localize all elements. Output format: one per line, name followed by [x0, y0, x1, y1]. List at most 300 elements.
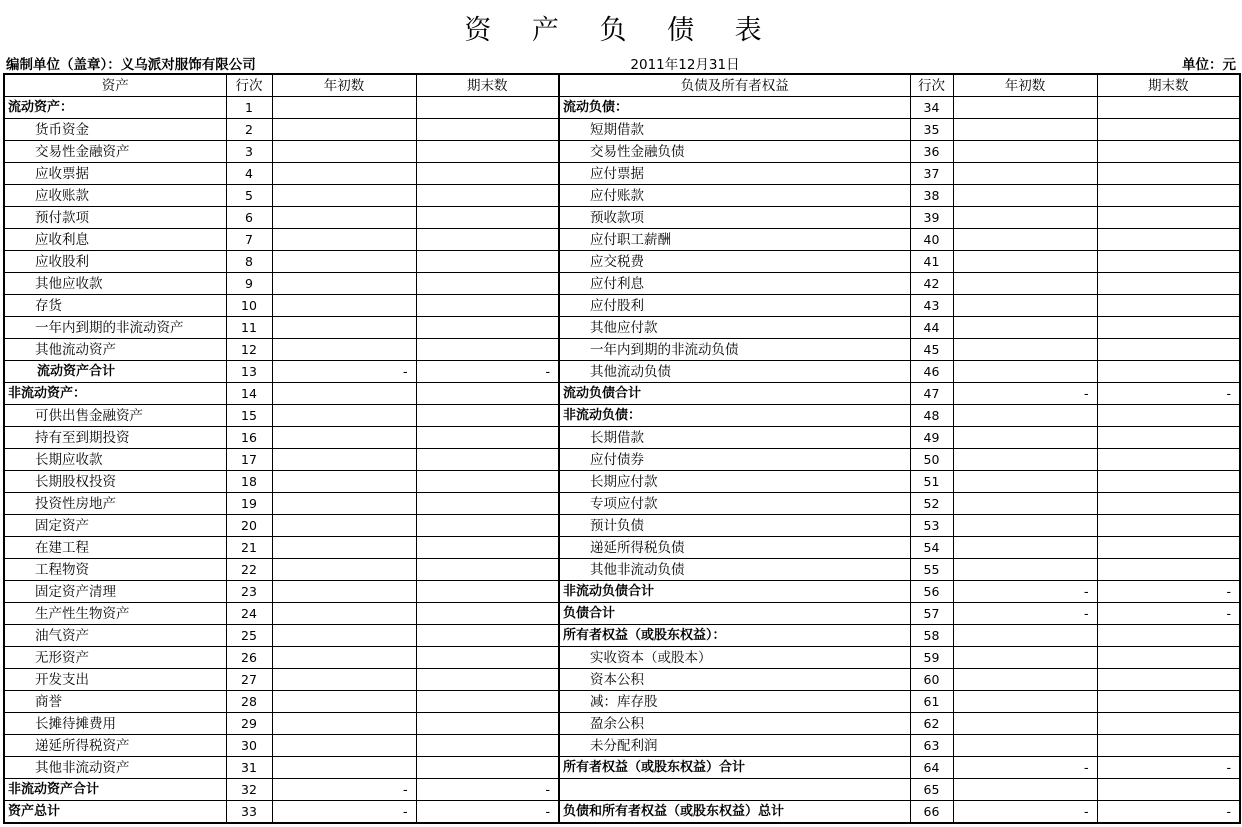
cell-r-name: 应付利息 [559, 273, 910, 295]
cell-l-begin [272, 141, 416, 163]
cell-l-begin: - [272, 779, 416, 801]
cell-r-begin [953, 515, 1097, 537]
col-header-liability: 负债及所有者权益 [559, 74, 910, 97]
cell-l-end: - [416, 801, 559, 824]
cell-r-end [1097, 251, 1240, 273]
cell-r-end [1097, 185, 1240, 207]
cell-l-name: 固定资产 [4, 515, 226, 537]
cell-r-name: 一年内到期的非流动负债 [559, 339, 910, 361]
header-row [4, 74, 1240, 97]
cell-l-name: 资产总计 [4, 801, 226, 824]
cell-r-name: 其他非流动负债 [559, 559, 910, 581]
cell-r-line: 66 [910, 801, 953, 824]
cell-l-begin [272, 163, 416, 185]
cell-l-begin [272, 757, 416, 779]
cell-l-name: 应收票据 [4, 163, 226, 185]
cell-l-begin [272, 581, 416, 603]
cell-r-end [1097, 141, 1240, 163]
table-row [4, 559, 1240, 581]
cell-r-line: 56 [910, 581, 953, 603]
cell-r-line: 65 [910, 779, 953, 801]
cell-l-line: 33 [226, 801, 272, 824]
cell-l-line: 18 [226, 471, 272, 493]
cell-l-end [416, 405, 559, 427]
cell-l-line: 26 [226, 647, 272, 669]
table-row [4, 669, 1240, 691]
cell-l-begin [272, 559, 416, 581]
cell-r-end [1097, 339, 1240, 361]
cell-r-line: 36 [910, 141, 953, 163]
cell-l-begin: - [272, 801, 416, 824]
cell-l-end [416, 625, 559, 647]
cell-r-begin [953, 185, 1097, 207]
cell-l-begin [272, 427, 416, 449]
table-row [4, 691, 1240, 713]
cell-l-name: 长期股权投资 [4, 471, 226, 493]
cell-l-line: 28 [226, 691, 272, 713]
cell-l-name: 交易性金融资产 [4, 141, 226, 163]
cell-r-name: 负债合计 [559, 603, 910, 625]
cell-l-begin [272, 735, 416, 757]
cell-l-name: 持有至到期投资 [4, 427, 226, 449]
table-row [4, 493, 1240, 515]
cell-l-line: 29 [226, 713, 272, 735]
cell-r-begin [953, 339, 1097, 361]
cell-l-name: 货币资金 [4, 119, 226, 141]
table-row [4, 647, 1240, 669]
cell-r-end [1097, 471, 1240, 493]
cell-r-end [1097, 405, 1240, 427]
cell-r-end [1097, 207, 1240, 229]
cell-r-end: - [1097, 757, 1240, 779]
cell-l-begin [272, 185, 416, 207]
cell-l-name: 长期应收款 [4, 449, 226, 471]
cell-l-end [416, 273, 559, 295]
cell-l-line: 22 [226, 559, 272, 581]
cell-l-line: 10 [226, 295, 272, 317]
table-row [4, 801, 1240, 824]
cell-r-end [1097, 713, 1240, 735]
cell-r-line: 50 [910, 449, 953, 471]
col-header-end2: 期末数 [1097, 74, 1240, 97]
cell-l-line: 27 [226, 669, 272, 691]
cell-r-begin: - [953, 383, 1097, 405]
cell-l-end [416, 427, 559, 449]
cell-l-name: 递延所得税资产 [4, 735, 226, 757]
cell-l-end [416, 141, 559, 163]
cell-r-begin [953, 471, 1097, 493]
cell-r-begin [953, 119, 1097, 141]
table-row [4, 273, 1240, 295]
cell-l-name: 固定资产清理 [4, 581, 226, 603]
table-row [4, 251, 1240, 273]
cell-r-line: 45 [910, 339, 953, 361]
cell-l-name: 应收利息 [4, 229, 226, 251]
cell-l-begin [272, 691, 416, 713]
cell-r-line: 37 [910, 163, 953, 185]
cell-l-line: 24 [226, 603, 272, 625]
cell-l-begin [272, 449, 416, 471]
cell-l-end [416, 295, 559, 317]
cell-r-name: 长期借款 [559, 427, 910, 449]
table-row [4, 163, 1240, 185]
cell-r-name: 应付票据 [559, 163, 910, 185]
cell-l-end [416, 119, 559, 141]
cell-l-end [416, 713, 559, 735]
cell-r-begin [953, 97, 1097, 119]
cell-r-begin [953, 625, 1097, 647]
cell-r-line: 43 [910, 295, 953, 317]
cell-l-end [416, 493, 559, 515]
table-row [4, 537, 1240, 559]
cell-r-end [1097, 97, 1240, 119]
cell-l-name: 其他流动资产 [4, 339, 226, 361]
table-row [4, 295, 1240, 317]
cell-l-line: 5 [226, 185, 272, 207]
table-row [4, 449, 1240, 471]
cell-r-name: 递延所得税负债 [559, 537, 910, 559]
cell-l-line: 9 [226, 273, 272, 295]
cell-l-begin [272, 405, 416, 427]
cell-r-name: 盈余公积 [559, 713, 910, 735]
cell-r-name: 应付职工薪酬 [559, 229, 910, 251]
cell-r-name: 预计负债 [559, 515, 910, 537]
cell-r-line: 55 [910, 559, 953, 581]
cell-r-begin [953, 405, 1097, 427]
currency-label: 单位：元 [1182, 57, 1236, 73]
cell-r-name: 其他流动负债 [559, 361, 910, 383]
cell-r-name: 所有者权益（或股东权益）合计 [559, 757, 910, 779]
cell-r-begin [953, 273, 1097, 295]
cell-l-line: 21 [226, 537, 272, 559]
table-row [4, 603, 1240, 625]
cell-r-end [1097, 361, 1240, 383]
cell-l-name: 可供出售金融资产 [4, 405, 226, 427]
unit-label: 编制单位（盖章）：义乌派对服饰有限公司 [6, 57, 256, 73]
cell-l-name: 无形资产 [4, 647, 226, 669]
cell-l-end: - [416, 779, 559, 801]
cell-r-line: 63 [910, 735, 953, 757]
cell-r-name: 短期借款 [559, 119, 910, 141]
cell-r-name: 减：库存股 [559, 691, 910, 713]
cell-l-name: 其他非流动资产 [4, 757, 226, 779]
cell-l-line: 12 [226, 339, 272, 361]
cell-l-line: 1 [226, 97, 272, 119]
cell-r-begin [953, 779, 1097, 801]
cell-r-name: 应交税费 [559, 251, 910, 273]
cell-l-end [416, 339, 559, 361]
cell-l-begin [272, 251, 416, 273]
cell-r-line: 61 [910, 691, 953, 713]
table-row [4, 185, 1240, 207]
cell-r-begin [953, 163, 1097, 185]
cell-l-name: 在建工程 [4, 537, 226, 559]
cell-r-begin [953, 735, 1097, 757]
cell-r-line: 48 [910, 405, 953, 427]
cell-r-name: 资本公积 [559, 669, 910, 691]
cell-l-end [416, 449, 559, 471]
table-row [4, 757, 1240, 779]
cell-r-line: 46 [910, 361, 953, 383]
cell-l-line: 11 [226, 317, 272, 339]
cell-r-end [1097, 515, 1240, 537]
cell-r-line: 53 [910, 515, 953, 537]
cell-l-name: 应收账款 [4, 185, 226, 207]
cell-r-line: 54 [910, 537, 953, 559]
cell-l-begin [272, 207, 416, 229]
col-header-begin2: 年初数 [953, 74, 1097, 97]
cell-l-begin [272, 603, 416, 625]
cell-r-line: 59 [910, 647, 953, 669]
cell-l-name: 其他应收款 [4, 273, 226, 295]
cell-r-begin [953, 537, 1097, 559]
balance-sheet-table [3, 73, 1241, 824]
cell-r-end [1097, 691, 1240, 713]
cell-r-begin [953, 361, 1097, 383]
table-row [4, 405, 1240, 427]
table-row [4, 119, 1240, 141]
cell-r-line: 60 [910, 669, 953, 691]
cell-l-begin [272, 273, 416, 295]
cell-l-line: 19 [226, 493, 272, 515]
cell-r-line: 34 [910, 97, 953, 119]
col-header-end: 期末数 [416, 74, 559, 97]
cell-r-name: 负债和所有者权益（或股东权益）总计 [559, 801, 910, 824]
col-header-line2: 行次 [910, 74, 953, 97]
cell-r-name: 其他应付款 [559, 317, 910, 339]
cell-l-line: 2 [226, 119, 272, 141]
cell-l-name: 预付款项 [4, 207, 226, 229]
cell-r-line: 57 [910, 603, 953, 625]
cell-l-line: 7 [226, 229, 272, 251]
cell-l-end [416, 669, 559, 691]
cell-r-begin [953, 559, 1097, 581]
cell-l-begin [272, 625, 416, 647]
cell-l-line: 3 [226, 141, 272, 163]
cell-r-name: 非流动负债： [559, 405, 910, 427]
cell-r-end [1097, 163, 1240, 185]
cell-r-end [1097, 229, 1240, 251]
cell-l-begin: - [272, 361, 416, 383]
cell-l-end [416, 757, 559, 779]
cell-r-begin [953, 427, 1097, 449]
table-row [4, 735, 1240, 757]
cell-r-name: 长期应付款 [559, 471, 910, 493]
page-title: 资 产 负 债 表 [464, 15, 778, 46]
table-row [4, 625, 1240, 647]
table-row [4, 581, 1240, 603]
cell-r-begin [953, 141, 1097, 163]
cell-l-end [416, 317, 559, 339]
cell-l-end [416, 383, 559, 405]
cell-r-end [1097, 295, 1240, 317]
cell-l-end [416, 97, 559, 119]
cell-l-end [416, 537, 559, 559]
cell-l-line: 13 [226, 361, 272, 383]
cell-l-line: 6 [226, 207, 272, 229]
cell-r-line: 35 [910, 119, 953, 141]
cell-r-end [1097, 427, 1240, 449]
cell-r-line: 41 [910, 251, 953, 273]
cell-l-end [416, 207, 559, 229]
cell-r-begin [953, 317, 1097, 339]
cell-l-begin [272, 339, 416, 361]
cell-l-line: 32 [226, 779, 272, 801]
cell-r-end: - [1097, 383, 1240, 405]
table-row [4, 339, 1240, 361]
cell-l-end [416, 603, 559, 625]
cell-r-end [1097, 273, 1240, 295]
table-row [4, 141, 1240, 163]
cell-l-name: 开发支出 [4, 669, 226, 691]
report-date: 2011年12月31日 [630, 57, 740, 73]
cell-r-line: 47 [910, 383, 953, 405]
cell-r-name: 应付债券 [559, 449, 910, 471]
cell-r-name: 未分配利润 [559, 735, 910, 757]
table-body [4, 97, 1240, 824]
cell-r-begin [953, 207, 1097, 229]
cell-r-name: 专项应付款 [559, 493, 910, 515]
cell-r-end: - [1097, 581, 1240, 603]
cell-l-line: 25 [226, 625, 272, 647]
cell-l-begin [272, 119, 416, 141]
table-row [4, 229, 1240, 251]
cell-l-end [416, 581, 559, 603]
cell-l-end [416, 251, 559, 273]
cell-r-line: 42 [910, 273, 953, 295]
cell-r-line: 58 [910, 625, 953, 647]
cell-l-line: 8 [226, 251, 272, 273]
cell-r-line: 52 [910, 493, 953, 515]
col-header-begin: 年初数 [272, 74, 416, 97]
cell-l-end [416, 691, 559, 713]
cell-l-begin [272, 229, 416, 251]
cell-r-end: - [1097, 801, 1240, 824]
cell-r-line: 38 [910, 185, 953, 207]
cell-l-begin [272, 471, 416, 493]
cell-r-line: 40 [910, 229, 953, 251]
cell-l-line: 20 [226, 515, 272, 537]
cell-l-begin [272, 713, 416, 735]
cell-l-end [416, 471, 559, 493]
cell-r-begin [953, 713, 1097, 735]
cell-r-end: - [1097, 603, 1240, 625]
cell-r-name: 应付账款 [559, 185, 910, 207]
cell-r-begin [953, 229, 1097, 251]
cell-r-end [1097, 779, 1240, 801]
table-row [4, 383, 1240, 405]
cell-r-begin [953, 449, 1097, 471]
cell-l-line: 31 [226, 757, 272, 779]
cell-r-line: 62 [910, 713, 953, 735]
cell-r-end [1097, 317, 1240, 339]
cell-l-begin [272, 647, 416, 669]
cell-l-name: 油气资产 [4, 625, 226, 647]
table-row [4, 471, 1240, 493]
cell-l-line: 16 [226, 427, 272, 449]
cell-r-end [1097, 493, 1240, 515]
cell-r-line: 51 [910, 471, 953, 493]
cell-l-name: 存货 [4, 295, 226, 317]
cell-r-begin: - [953, 757, 1097, 779]
cell-l-begin [272, 97, 416, 119]
cell-l-name: 流动资产合计 [4, 361, 226, 383]
cell-r-begin: - [953, 603, 1097, 625]
cell-l-begin [272, 317, 416, 339]
cell-l-name: 长摊待摊费用 [4, 713, 226, 735]
cell-l-begin [272, 493, 416, 515]
cell-l-name: 投资性房地产 [4, 493, 226, 515]
cell-l-name: 商誉 [4, 691, 226, 713]
cell-l-begin [272, 537, 416, 559]
cell-r-begin [953, 691, 1097, 713]
cell-r-end [1097, 537, 1240, 559]
cell-l-end [416, 185, 559, 207]
cell-l-end [416, 647, 559, 669]
cell-l-begin [272, 295, 416, 317]
cell-l-end [416, 515, 559, 537]
cell-r-name: 预收款项 [559, 207, 910, 229]
cell-r-end [1097, 669, 1240, 691]
cell-l-line: 4 [226, 163, 272, 185]
cell-l-line: 17 [226, 449, 272, 471]
cell-r-end [1097, 625, 1240, 647]
table-row [4, 427, 1240, 449]
table-row [4, 97, 1240, 119]
cell-l-name: 流动资产： [4, 97, 226, 119]
cell-r-line: 39 [910, 207, 953, 229]
cell-l-name: 工程物资 [4, 559, 226, 581]
cell-l-end [416, 559, 559, 581]
cell-l-end [416, 229, 559, 251]
cell-r-line: 49 [910, 427, 953, 449]
table-row [4, 317, 1240, 339]
col-header-line: 行次 [226, 74, 272, 97]
cell-r-end [1097, 119, 1240, 141]
cell-l-line: 30 [226, 735, 272, 757]
table-row [4, 515, 1240, 537]
cell-r-name: 交易性金融负债 [559, 141, 910, 163]
cell-r-begin [953, 295, 1097, 317]
cell-l-line: 23 [226, 581, 272, 603]
table-row [4, 361, 1240, 383]
cell-l-line: 14 [226, 383, 272, 405]
cell-r-line: 64 [910, 757, 953, 779]
cell-r-name: 流动负债合计 [559, 383, 910, 405]
table-row [4, 207, 1240, 229]
cell-r-name: 非流动负债合计 [559, 581, 910, 603]
cell-r-name [559, 779, 910, 801]
cell-r-end [1097, 559, 1240, 581]
cell-r-name: 实收资本（或股本） [559, 647, 910, 669]
cell-l-begin [272, 383, 416, 405]
cell-l-begin [272, 669, 416, 691]
cell-l-end: - [416, 361, 559, 383]
table-row [4, 779, 1240, 801]
cell-l-name: 一年内到期的非流动资产 [4, 317, 226, 339]
cell-r-begin [953, 251, 1097, 273]
cell-l-begin [272, 515, 416, 537]
table-row [4, 713, 1240, 735]
cell-r-name: 流动负债： [559, 97, 910, 119]
cell-r-name: 所有者权益（或股东权益）： [559, 625, 910, 647]
cell-r-end [1097, 647, 1240, 669]
cell-r-begin: - [953, 581, 1097, 603]
cell-r-name: 应付股利 [559, 295, 910, 317]
cell-l-line: 15 [226, 405, 272, 427]
cell-r-begin [953, 647, 1097, 669]
cell-r-begin [953, 493, 1097, 515]
